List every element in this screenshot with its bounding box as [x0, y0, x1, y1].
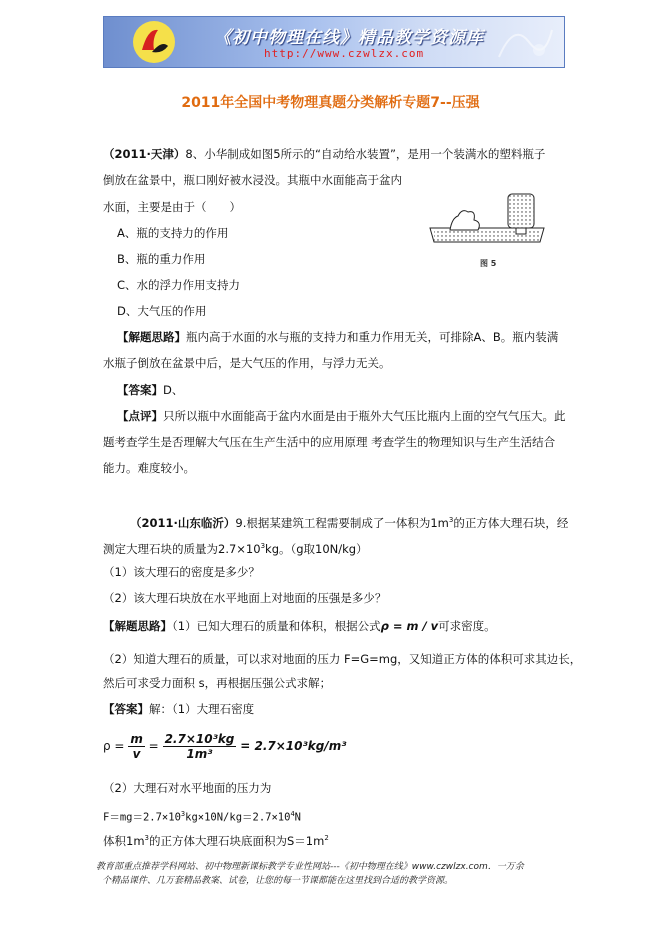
q1-option-c: C、水的浮力作用支持力	[117, 278, 241, 292]
header-banner	[103, 16, 565, 68]
q2-answer-4b: 的正方体大理石块底面积为S＝1m	[149, 833, 325, 848]
formula-m-over-v	[128, 732, 145, 761]
q2-line1-sup: 3	[448, 516, 454, 524]
formula-rho: ρ =	[103, 739, 125, 753]
q2-answer-3-sup1: 3	[180, 810, 186, 818]
q2-answer-3a: F＝mg＝2.7×10	[103, 811, 181, 824]
q2-answer-4-sup1: 3	[144, 834, 149, 842]
q2-sub2: （2）该大理石块放在水平地面上对地面的压强是多少？	[103, 591, 387, 605]
footer-line2: 个精品课件、几万套精品教案、试卷，让您的每一节课都能在这里找到合适的教学资源。	[102, 876, 454, 886]
formula-result: = 2.7×10³kg/m³	[240, 739, 347, 753]
q1-analysis-text1: 瓶内高于水面的水与瓶的支持力和重力作用无关，可排除A、B。瓶内装满	[186, 330, 559, 344]
banner-url[interactable]: http://www.czwlzx.com	[264, 47, 425, 60]
q1-line2: 倒放在盆景中，瓶口刚好被水浸没。其瓶中水面能高于盆内	[103, 173, 402, 187]
q2-answer-3	[103, 806, 301, 826]
q2-answer-2: （2）大理石对水平地面的压力为	[103, 781, 272, 795]
q2-line1-a: 9.根据某建筑工程需要制成了一体积为1m	[235, 515, 449, 530]
q2-analysis-3: 然后可求受力面积 s，再根据压强公式求解；	[103, 676, 332, 690]
q2-line1	[130, 512, 568, 531]
q1-comment-2: 题考查学生是否理解大气压在生产生活中的应用原理 考查学生的物理知识与生产生活结合	[103, 435, 556, 449]
formula-fraction	[163, 732, 237, 761]
q2-answer-3c: N	[294, 811, 301, 824]
q2-answer-4	[103, 830, 329, 849]
q2-analysis-label: 【解题思路】	[103, 619, 172, 633]
q1-option-d: D、大气压的作用	[117, 304, 207, 318]
formula-v: v	[132, 747, 141, 761]
q2-line2	[103, 538, 368, 557]
site-logo-icon	[132, 20, 176, 64]
q2-analysis-1	[103, 618, 496, 634]
density-formula-inline: ρ = m / v	[380, 619, 439, 633]
q2-line1-b: 的正方体大理石块，经	[453, 515, 569, 530]
q1-text1: 8、小华制成如图5所示的“自动给水装置”，是用一个装满水的塑料瓶子	[185, 147, 546, 161]
q2-analysis-text1b: 可求密度。	[438, 619, 496, 633]
q2-answer-4a: 体积1m	[103, 833, 145, 848]
q1-analysis-label: 【解题思路】	[117, 330, 186, 344]
formula-denominator: 1m³	[186, 747, 213, 761]
page-footer	[96, 860, 566, 888]
q2-line2-b: kg。（g取10N/kg）	[265, 541, 368, 556]
q2-answer-4-sup2: 2	[324, 834, 329, 842]
q1-line3: 水面，主要是由于（ ）	[103, 200, 241, 214]
q2-source: （2011·山东临沂）	[130, 515, 236, 530]
q2-sub1: （1）该大理石的密度是多少？	[103, 565, 260, 579]
q1-source: （2011·天津）	[103, 147, 186, 161]
q1-analysis-1	[117, 329, 558, 345]
formula-m: m	[130, 732, 143, 746]
q2-answer-text1: 解：（1）大理石密度	[149, 702, 255, 716]
q2-answer-1	[103, 701, 254, 717]
banner-title: 《初中物理在线》精品教学资源库	[214, 28, 484, 48]
q2-answer-3-sup2: 4	[290, 810, 295, 818]
q1-comment-3: 能力。难度较小。	[103, 461, 195, 475]
figure-caption: 图 5	[480, 259, 497, 268]
formula-equals: =	[148, 739, 159, 753]
footer-line1: 教育部重点推荐学科网站、初中物理新课标教学专业性网站---《初中物理在线》www.czwlzx.com．一万余	[96, 862, 524, 872]
figure-5-water-device	[428, 190, 546, 250]
q1-analysis-2: 水瓶子倒放在盆景中后，是大气压的作用，与浮力无关。	[103, 356, 391, 370]
q1-answer	[117, 382, 183, 398]
q1-option-b: B、瓶的重力作用	[117, 252, 206, 266]
q2-answer-label: 【答案】	[103, 702, 149, 716]
q1-answer-label: 【答案】	[117, 383, 163, 397]
q1-comment-label: 【点评】	[117, 409, 163, 423]
q2-analysis-text1a: （1）已知大理石的质量和体积，根据公式	[172, 619, 381, 633]
formula-numerator: 2.7×10³kg	[164, 732, 235, 746]
q1-option-a: A、瓶的支持力的作用	[117, 226, 229, 240]
q1-comment-text1: 只所以瓶中水面能高于盆内水面是由于瓶外大气压比瓶内上面的空气气压大。此	[163, 409, 566, 423]
q2-line2-sup: 3	[260, 542, 266, 550]
q2-analysis-2: （2）知道大理石的质量，可以求对地面的压力 F=G=mg，又知道正方体的体积可求其边长，	[103, 652, 582, 666]
q1-answer-value: D、	[163, 383, 184, 397]
decorative-swirl-icon	[494, 22, 554, 62]
q1-comment-1	[117, 408, 566, 424]
q2-line2-a: 测定大理石块的质量为2.7×10	[103, 541, 261, 556]
q1-line1	[103, 146, 545, 162]
q2-answer-3b: kg×10N/kg＝2.7×10	[185, 811, 291, 824]
density-formula	[103, 732, 346, 772]
page-title: 2011年全国中考物理真题分类解析专题7--压强	[181, 95, 480, 111]
